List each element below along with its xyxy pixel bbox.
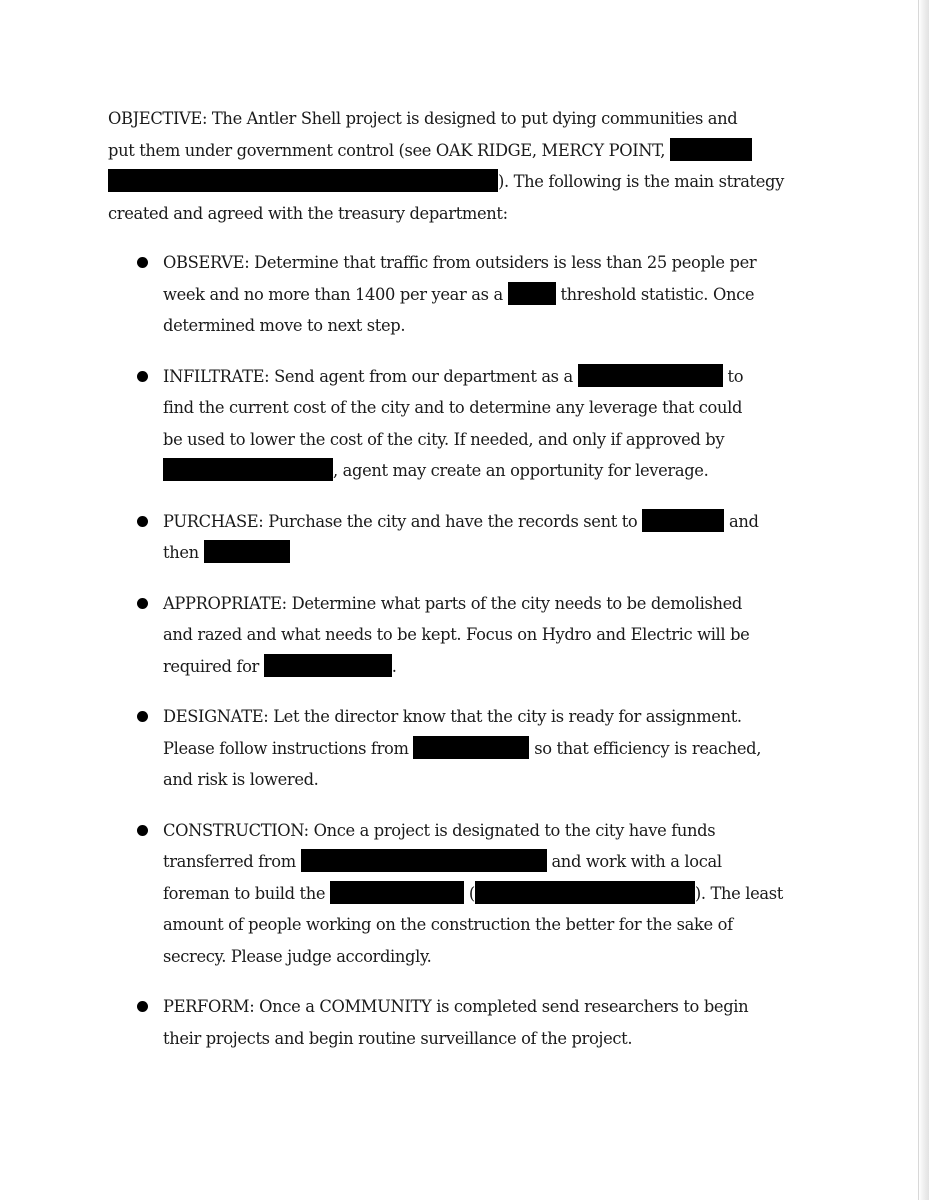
- redaction-bar: [264, 654, 392, 677]
- step-infiltrate-text: to: [727, 366, 744, 386]
- redaction-bar: [330, 881, 464, 904]
- step-designate-text: Please follow instructions from: [163, 738, 409, 758]
- redaction-bar: [642, 509, 724, 532]
- step-infiltrate: [108, 361, 820, 487]
- objective-line-2: put them under government control (see OAK RIDGE, MERCY POINT,: [108, 140, 666, 160]
- redaction-bar: [204, 540, 290, 563]
- bullet-icon: [137, 257, 148, 268]
- step-observe-text: threshold statistic. Once: [560, 284, 755, 304]
- step-appropriate-text: APPROPRIATE: Determine what parts of the city needs to be demolished: [163, 593, 742, 613]
- step-appropriate-text: required for: [163, 656, 259, 676]
- step-infiltrate-text: be used to lower the cost of the city. If needed, and only if approved by: [163, 429, 725, 449]
- strategy-list: [108, 247, 820, 1054]
- step-observe-text: week and no more than 1400 per year as a: [163, 284, 503, 304]
- step-perform-text: PERFORM: Once a COMMUNITY is completed send researchers to begin: [163, 997, 749, 1016]
- redaction-bar: [475, 881, 695, 904]
- bullet-icon: [137, 711, 148, 722]
- redaction-bar: [508, 282, 556, 305]
- step-construction-text: secrecy. Please judge accordingly.: [163, 946, 432, 966]
- document-body: [108, 103, 820, 1073]
- step-construction-text: (: [468, 883, 475, 903]
- objective-line-3: ). The following is the main strategy: [498, 172, 784, 191]
- bullet-icon: [137, 598, 148, 609]
- redaction-bar: [413, 736, 529, 759]
- step-designate: [108, 701, 820, 796]
- redaction-bar: [578, 364, 723, 387]
- step-construction-text: transferred from: [163, 852, 296, 871]
- step-construction-text: ). The least: [694, 883, 783, 903]
- step-construction: [108, 815, 820, 973]
- step-observe: [108, 247, 820, 342]
- step-designate-text: and risk is lowered.: [163, 770, 319, 789]
- step-infiltrate-text: , agent may create an opportunity for leverage.: [333, 461, 709, 480]
- objective-line-4: created and agreed with the treasury department:: [108, 203, 508, 223]
- page-edge: [918, 0, 929, 1200]
- step-infiltrate-text: INFILTRATE: Send agent from our department as a: [163, 366, 573, 386]
- bullet-icon: [137, 516, 148, 527]
- objective-line-1: OBJECTIVE: The Antler Shell project is designed to put dying communities and: [108, 109, 738, 128]
- step-purchase: [108, 506, 820, 569]
- step-purchase-text: PURCHASE: Purchase the city and have the records sent to: [163, 511, 638, 531]
- step-purchase-text: then: [163, 543, 199, 562]
- step-perform: [108, 991, 820, 1054]
- redaction-bar: [301, 849, 547, 872]
- step-construction-text: and work with a local: [551, 852, 722, 871]
- step-designate-text: DESIGNATE: Let the director know that the city is ready for assignment.: [163, 707, 742, 726]
- step-appropriate-text: .: [391, 656, 397, 676]
- step-observe-text: OBSERVE: Determine that traffic from outsiders is less than 25 people per: [163, 253, 757, 272]
- step-construction-text: foreman to build the: [163, 883, 326, 903]
- redaction-bar: [163, 458, 333, 481]
- step-construction-text: amount of people working on the construction the better for the sake of: [163, 915, 733, 934]
- redaction-bar: [108, 169, 498, 192]
- step-appropriate: [108, 588, 820, 683]
- step-observe-text: determined move to next step.: [163, 316, 406, 335]
- redaction-bar: [670, 138, 752, 161]
- bullet-icon: [137, 825, 148, 836]
- step-perform-text: their projects and begin routine surveillance of the project.: [163, 1028, 633, 1048]
- step-construction-text: CONSTRUCTION: Once a project is designated to the city have funds: [163, 820, 716, 840]
- bullet-icon: [137, 371, 148, 382]
- step-appropriate-text: and razed and what needs to be kept. Focus on Hydro and Electric will be: [163, 625, 750, 644]
- step-infiltrate-text: find the current cost of the city and to determine any leverage that could: [163, 398, 743, 417]
- objective-paragraph: [108, 103, 820, 229]
- step-designate-text: so that efficiency is reached,: [534, 738, 762, 758]
- step-purchase-text: and: [729, 511, 759, 531]
- bullet-icon: [137, 1001, 148, 1012]
